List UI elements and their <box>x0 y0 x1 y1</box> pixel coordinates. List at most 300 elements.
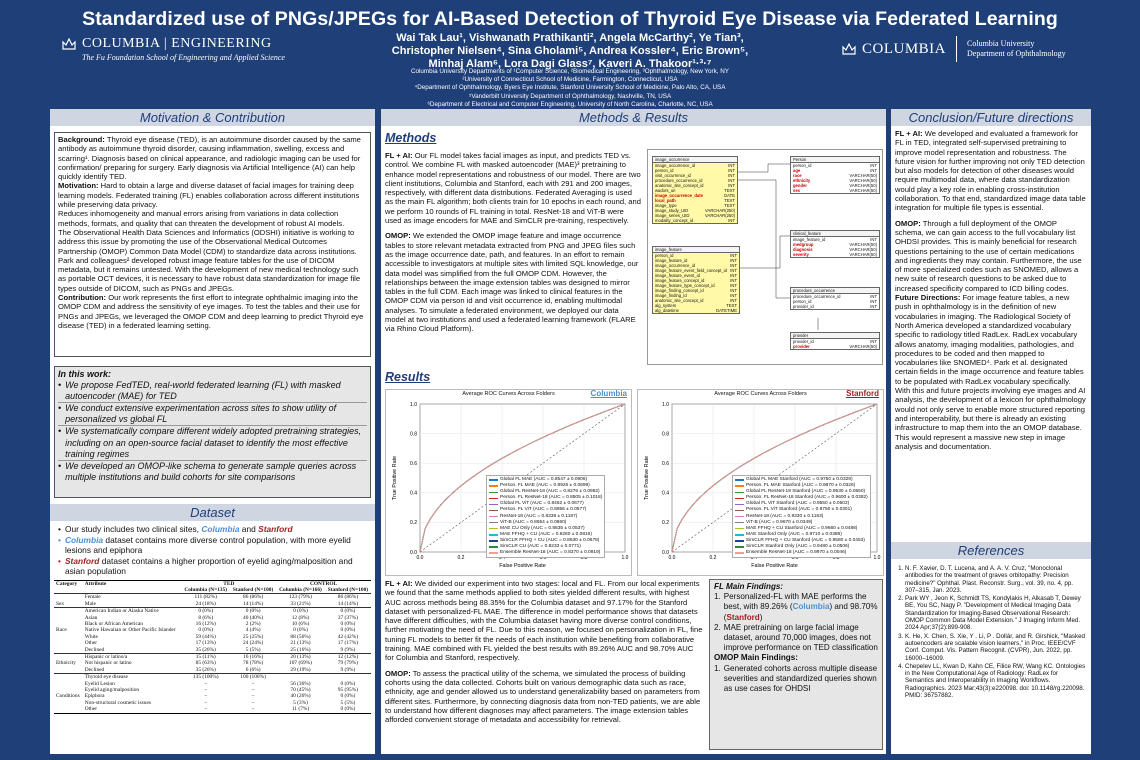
table-cell: Ethnicity <box>56 660 76 667</box>
table-cell: 21 (13%) <box>290 640 311 647</box>
table-cell: 25 (16%) <box>290 646 311 653</box>
dataset-heading: Dataset <box>50 504 375 521</box>
logo-right-sub: Columbia University <box>967 39 1035 48</box>
table-cell: – <box>251 693 255 700</box>
table-cell: Non-structural cosmetic issues <box>84 699 151 706</box>
reference-item: 3. K. He, X. Chen, S. Xie, Y . Li, P . Dollár, and R. Girshick, "Masked autoencoders are scalable vision learners," in Proc. IEEE/CVF Conf. Comput. Vis. Pattern Recognit. (CVPR), Jun. 2022, pp. 16000–16009. <box>905 633 1087 662</box>
paragraph: Our work represents the first effort to integrate ophthalmic imaging into the OMOP CDM and address the sensitivity of eye images. To test the tables and their use for PNGs and JPEGs, we leveraged the OMOP CDM and deep learning to predict Thyroid eye disease (TED) in a federated learning setting. <box>58 293 364 330</box>
schema-field: image_study_UID VARCHAR(250) <box>655 208 735 213</box>
methods-title: Methods <box>385 131 437 145</box>
table-row <box>54 674 371 681</box>
logo-right-sub: Department of Ophthalmology <box>967 49 1066 58</box>
y-tick-label: 0.0 <box>410 549 417 556</box>
paragraph: Thyroid eye disease (TED), is an autoimmune disorder caused by the same antibody as autoimmune thyroid disorder, causing inflammation, swelling, excess and scarring¹. Diagnosis based on clinical appearance, and radiologic imaging can be used for confirmation/ preparing for surgery. Early diagnosis via Artificial Intelligence (AI) can help quickly identify TED. <box>58 135 361 182</box>
table-cell: Native Hawaiian or Other Pacific Islander <box>84 627 176 634</box>
legend-label: Person. FL MAE Stanford (AUC = 0.9870 ± 0.0326) <box>746 483 856 489</box>
logo-left-sub: The Fu Foundation School of Engineering and Applied Science <box>82 53 285 62</box>
table-cell: Race <box>56 627 67 634</box>
legend-swatch <box>735 485 744 486</box>
table-cell: Declined <box>84 666 105 673</box>
table-cell: Other <box>84 706 98 713</box>
table-cell: 5 (5%) <box>340 699 356 706</box>
legend-swatch <box>735 492 744 493</box>
col-header: Columbia (N=166) <box>279 586 322 593</box>
methods-results-heading: Methods & Results <box>381 109 886 126</box>
table-cell: 24 (24%) <box>243 640 264 647</box>
table-cell: 24 (18%) <box>195 600 216 607</box>
table-cell: 17 (13%) <box>195 640 216 647</box>
legend-swatch <box>489 510 498 511</box>
logo-right-name: COLUMBIA <box>862 40 947 57</box>
table-cell: – <box>204 680 208 687</box>
legend-swatch <box>489 492 498 493</box>
legend-label: SimCLR Stanford Only (AUC = 0.9480 ± 0.0506) <box>746 544 850 550</box>
x-tick-label: 0.2 <box>457 555 465 561</box>
schema-field: image_occurrence_id INT <box>655 263 737 268</box>
table-cell: – <box>204 693 208 700</box>
table-cell: 14 (14%) <box>337 600 358 607</box>
table-cell: 14 (14%) <box>243 600 264 607</box>
table-cell: 0 (0%) <box>340 693 356 700</box>
table-cell: 111 (82%) <box>181 594 230 601</box>
list-item: • We conduct extensive experimentation across sites to show utility of personalized vs global FL <box>58 403 367 426</box>
legend-swatch <box>489 479 498 480</box>
results-text: FL + AI: We divided our experiment into two stages: local and FL. From our local experiments we found that the same methods applied to both sites yielded different results, with highest AUC across methods being 88.35% for the Columbia dataset and 97.17% for the Stanford dataset with personalized-FL MAE. The difference in model performance shows that datasets have different difficulties, with the Columbia dataset having more diverse control conditions, further motivating the need of FL. Due to this reason, we focused on personalization in FL, fine tuning FL models to better fit the needs of each institution while benefiting from collaborative training. MAE combined with FL yielded the best results with 89.26% AUC and 98.70% AUC for Columbia and Stanford, respectively. OMOP: To assess the practical utility of the schema, we simulated the process of building cohorts using the data collected. Cohorts built on various demographic data such as race, ethnicity, age and gender allowed us to understand generalizability based on parameters from different sites. Furthermore, by connecting diagnosis data from non-TED patients, we are able to understand how different diagnoses may affect parameters. The image extension tables afforded convenient storage of metadata and accessibility for retrieval. <box>385 579 703 725</box>
schema-field: race VARCHAR(50) <box>793 173 877 178</box>
legend-swatch <box>735 522 744 523</box>
x-tick-label: 0.2 <box>709 555 717 561</box>
schema-field: alg_system TEXT <box>655 303 737 308</box>
legend-swatch <box>489 504 498 505</box>
middle-column <box>381 109 886 754</box>
table-cell: – <box>204 706 208 713</box>
schema-table-image-occurrence <box>652 156 738 224</box>
legend-label: Global FL ViT Stanford (AUC = 0.9550 ± 0.0502) <box>746 501 850 507</box>
chart-site-label: Columbia <box>590 389 627 398</box>
list-item: 2. MAE pretraining on large facial image dataset, around 70,000 images, does not improve performance on TED classification <box>714 622 878 653</box>
table-cell: – <box>251 687 255 693</box>
table-cell: Not hispanic or latino <box>84 660 132 667</box>
table-cell: 86 (86%) <box>230 594 276 601</box>
schema-field: image_finding_concept_id INT <box>655 288 737 293</box>
legend-swatch <box>489 552 498 553</box>
reference-item: 2. Park WY , Jeon K, Schmidt TS, Kondylakis H, Alkasab T, Dewey BE, You SC, Nagy P. "Development of Medical Imaging Data Standardization for Imaging-Based Observational Research: OMOP Common Data Model Extension." J Imaging Inform Med. 2024 Apr;37(2):899-908. <box>905 595 1087 631</box>
chart-title: Average ROC Curves Across Folders <box>714 391 807 397</box>
table-cell: 35 (26%) <box>195 646 216 653</box>
x-axis-label: False Positive Rate <box>499 563 546 569</box>
table-cell: 0 (0%) <box>276 608 325 615</box>
schema-table-image-feature <box>652 246 740 314</box>
table-cell: 5 (5%) <box>245 646 261 653</box>
table-cell: 5 (3%) <box>293 699 308 706</box>
legend-label: Global FL MAE Stanford (AUC = 0.9750 ± 0.0329) <box>746 477 853 482</box>
table-cell: 0 (0%) <box>230 608 276 615</box>
legend-swatch <box>489 540 498 541</box>
table-cell: Eyelid Lesion <box>84 680 115 687</box>
schema-field: severity VARCHAR(50) <box>793 252 877 257</box>
legend-item <box>735 550 868 556</box>
right-column <box>891 109 1091 754</box>
schema-field: image_feature_event_id INT <box>655 273 737 278</box>
table-cell: 42 (42%) <box>337 633 358 640</box>
x-tick-label: 1.0 <box>621 555 629 561</box>
table-cell <box>276 674 325 681</box>
table-cell: – <box>251 706 255 713</box>
legend-swatch <box>735 479 744 480</box>
table-cell: 4 (4%) <box>245 627 261 634</box>
dataset-bullets <box>50 521 375 577</box>
findings-heading: FL Main Findings: <box>714 582 784 591</box>
legend-swatch <box>735 504 744 505</box>
table-cell: Female <box>83 594 182 601</box>
table-cell: 16 (16%) <box>230 653 276 660</box>
schema-field: person_id INT <box>793 299 877 304</box>
chart-legend <box>732 475 871 558</box>
schema-field: visit_occurrence_id INT <box>655 173 735 178</box>
table-cell: 59 (44%) <box>195 633 216 640</box>
schema-field: diagnosis VARCHAR(50) <box>793 247 877 252</box>
table-cell: 6 (6%) <box>245 666 261 673</box>
schema-field: gender VARCHAR(50) <box>793 183 877 188</box>
columbia-engineering-logo <box>62 36 312 62</box>
authors-line: Christopher Nielsen⁴, Sina Gholami⁵, Andrea Kossler⁴, Eric Brown⁵, <box>391 45 749 57</box>
schema-field: modality_concept_id INT <box>655 218 735 223</box>
y-tick-label: 0.4 <box>410 490 417 497</box>
affiliation-line: Columbia University Departments of ¹Computer Science, ²Biomedical Engineering, ³Ophthalmology, New York, NY <box>410 68 729 75</box>
table-cell <box>325 674 371 681</box>
schema-field: procedure_occurrence_id INT <box>655 178 735 183</box>
crown-icon <box>62 38 76 50</box>
poster-header <box>0 0 1140 108</box>
legend-label: Global FL MAE (AUC = 0.8547 ± 0.0906) <box>500 477 588 482</box>
legend-label: Global FL ViT (AUC = 0.8462 ± 0.0677) <box>500 501 584 507</box>
table-cell: Conditions <box>56 693 80 700</box>
list-item: • We propose FedTED, real-world federated learning (FL) with masked autoencoder (MAE) for TED <box>58 380 367 403</box>
list-item: • Stanford dataset contains a higher proportion of eyelid aging/malposition and asian population <box>58 555 353 576</box>
schema-field: provider_id INT <box>793 304 877 309</box>
legend-label: SimCLR FFHQ + CU Stanford (AUC = 0.9580 ± 0.0453) <box>746 537 865 543</box>
this-work-heading: In this work: <box>58 369 112 379</box>
legend-label: Person. FL ResNet-18 (AUC = 0.8505 ± 0.1018) <box>500 495 603 501</box>
affiliations <box>300 68 840 109</box>
demographics-table-wrap <box>50 577 375 714</box>
y-tick-label: 0.0 <box>662 549 669 556</box>
legend-swatch <box>735 516 744 517</box>
reference-item: 4. Chepelev LL, Kwan D, Kahn CE, Filice RW, Wang KC. Ontologies in the New Computational Age of Radiology: RadLex for Semantics and Interoperability in Imaging Workflows. Radiographics. 2023 Mar;43(3):e220098. doi: 10.1148/rg.220098. PMID: 36757882. <box>905 663 1087 699</box>
table-cell: Epiphora <box>84 693 105 700</box>
label: Background: <box>58 135 105 144</box>
y-tick-label: 0.6 <box>410 461 417 467</box>
legend-swatch <box>489 522 498 523</box>
col-header: Category <box>56 580 78 587</box>
demographics-table <box>54 580 371 714</box>
table-cell: 12 (12%) <box>325 653 371 660</box>
col-header: CONTROL <box>309 580 338 587</box>
label: Motivation: <box>58 181 99 191</box>
schema-field: image_feature_id INT <box>793 237 877 242</box>
table-cell: 8 (6%) <box>198 614 214 621</box>
table-cell: Declined <box>84 646 105 653</box>
table-cell: – <box>204 687 208 693</box>
legend-label: SimCLR FFHQ + CU (AUC = 0.8630 ± 0.0678) <box>500 537 600 543</box>
table-cell: 37 (37%) <box>337 614 358 621</box>
table-cell: 11 (7%) <box>291 706 310 713</box>
table-cell <box>54 706 83 713</box>
references-heading: References <box>891 542 1091 559</box>
legend-swatch <box>489 485 498 486</box>
table-cell: 29 (19%) <box>290 666 311 673</box>
col-header: Columbia (N=135) <box>184 586 228 593</box>
legend-swatch <box>735 534 744 535</box>
schema-field: local_path TEXT <box>655 198 735 203</box>
y-tick-label: 0.2 <box>410 520 417 527</box>
legend-label: Person. FL MAE (AUC = 0.8926 ± 0.0699) <box>500 483 590 489</box>
table-cell: 20 (13%) <box>276 653 325 660</box>
this-work-box <box>54 366 371 498</box>
schema-table-person <box>790 156 880 194</box>
x-axis-label: False Positive Rate <box>751 563 798 569</box>
table-cell: – <box>251 699 255 706</box>
paragraph: Park and colleagues² developed robust image feature tables for the use of DICOM metadata, but it remains untested. With the development of new medical technology such as portable OCT devices, it is necessary to have robust data standardization for image file types outside of DICOM, such as PNGs and JPEGs. <box>58 255 361 293</box>
table-cell: Thyroid eye disease <box>83 674 182 681</box>
y-tick-label: 0.8 <box>662 431 669 438</box>
legend-swatch <box>489 546 498 547</box>
conclusion-heading: Conclusion/Future directions <box>891 109 1091 126</box>
legend-label: Global FL ResNet-18 Stanford (AUC = 0.9530 ± 0.0550) <box>746 489 866 495</box>
table-cell <box>54 667 83 674</box>
paragraph: The Observational Health Data Sciences and Informatics (ODSHI) initiative is working to address this issue by promoting the use of the Observational Medical Outcomes Partnership (OMOP) Common Data Model (CDM) to standardize data across institutions. <box>58 227 357 256</box>
table-cell: 40 (26%) <box>290 693 311 700</box>
list-item: • We developed an OMOP-like schema to generate sample queries across multiple institutions and build cohorts for site comparisons <box>58 460 357 482</box>
table-cell: 56 (36%) <box>290 680 311 687</box>
y-tick-label: 0.4 <box>662 490 669 497</box>
legend-label: ResNet-18 (AUC = 0.9330 ± 0.1183) <box>746 513 824 519</box>
y-axis-label: True Positive Rate <box>392 455 398 501</box>
legend-label: MAE FFHQ + CU Stanford (AUC = 0.9660 ± 0.0488) <box>746 525 858 531</box>
affiliation-line: ²University of Connecticut School of Medicine, Farmington, Connecticut, USA <box>462 76 678 84</box>
table-row <box>54 608 371 615</box>
roc-chart-columbia <box>385 389 632 576</box>
methods-text: FL + AI: Our FL model takes facial images as input, and predicts TED vs. control. We combine FL with masked autoencoder (MAE)³ pretraining to enhance model representations and robustness of our model. There are two client institutions, Columbia and Stanford, each with 291 and 200 images, respectively, with different data distributions. Federated Averaging is used as the main FL algorithm; both clients train for 10 epochs in each round, and we perform 10 rounds of FL training in total. ResNet-18 and ViT-B were used as image encoders for MAE and SimCLR pre-training, respectively. OMOP: We extended the OMOP image feature and image occurrence tables to store relevant metadata extracted from PNG and JPEG files such as the image occurrence date, path, and features. In an effort to remain accessible to investigators at multiple sites with limited SQL knowledge, our data model was simplified from the full OMOP CDM. However, the relationships between the image extension tables was designed to mirror tables in the full CDM. Each image was linked to clinical features in the OMOP CDM via person id and visit occurrence id, enabling multimodal analyses. To simulate a federated environment, we deployed our data model at two institutions and used a federated learning framework (FLARE via Rhino Cloud Platform). <box>385 151 641 334</box>
y-tick-label: 1.0 <box>410 401 417 408</box>
table-cell: Other <box>84 640 98 647</box>
table-cell: 17 (17%) <box>337 640 358 647</box>
table-cell: 40 (40%) <box>243 614 264 621</box>
table-cell: 2 (2%) <box>245 620 261 627</box>
col-header: TED <box>223 580 235 587</box>
schema-table-procedure-occurrence <box>790 287 880 310</box>
table-cell: 0 (0%) <box>340 627 356 634</box>
schema-field: anatomic_site_concept_id INT <box>655 183 735 188</box>
legend-swatch <box>735 528 744 529</box>
table-cell: – <box>251 680 255 687</box>
table-row <box>54 667 371 674</box>
table-cell <box>54 594 83 601</box>
schema-field: alg_datetime DATETIME <box>655 308 737 313</box>
demographics-table-body <box>54 594 371 713</box>
legend-label: ResNet-18 (AUC = 0.8338 ± 0.1187) <box>500 513 578 519</box>
table-cell: 88 (56%) <box>290 633 311 640</box>
schema-field: provider_id INT <box>793 339 877 344</box>
columbia-ophthalmology-logo <box>842 36 1082 62</box>
references-list <box>891 559 1091 699</box>
authors-line: Minhaj Alam⁶, Lora Dagi Glass⁷, Kaveri A. Thakoor¹·³·⁷ <box>428 58 712 70</box>
table-cell: 15 (11%) <box>181 653 230 660</box>
table-cell: 95 (95%) <box>337 687 358 693</box>
table-cell: 0 (0%) <box>340 680 356 687</box>
schema-field: image_finding_id INT <box>655 293 737 298</box>
legend-swatch <box>735 510 744 511</box>
reference-item: 1. N. F. Xavier, D. T. Lucena, and A. A. V. Cruz, "Monoclonal antibodies for the treatment of graves orbitopathy: Precision medicine?" Ophthal. Plast. Reconstr. Surg., vol. 39, no. 4, pp. 307–315, Jan. 2023. <box>905 565 1087 594</box>
authors-line: Wai Tak Lau¹, Vishwanath Prathikanti², Angela McCarthy², Ye Tian³, <box>396 32 744 44</box>
schema-field: image_feature_id INT <box>655 258 737 263</box>
table-cell: 25 (25%) <box>243 633 264 640</box>
col-header: Attribute <box>84 580 107 587</box>
legend-label: Person. FL ViT (AUC = 0.8856 ± 0.0577) <box>500 507 587 513</box>
table-cell <box>54 674 83 681</box>
table-cell: 10 (6%) <box>291 620 310 627</box>
table-cell: 85 (63%) <box>195 660 216 667</box>
y-tick-label: 0.6 <box>662 461 669 467</box>
x-tick-label: 1.0 <box>873 555 881 561</box>
authors <box>300 32 840 71</box>
schema-table-clinical-feature <box>790 230 880 258</box>
table-cell: 0 (0%) <box>198 627 214 634</box>
schema-table-title: image_feature <box>653 247 739 253</box>
motivation-box <box>54 132 371 357</box>
table-cell: 70 (45%) <box>290 687 311 693</box>
y-tick-label: 0.2 <box>662 520 669 527</box>
omop-schema-diagram <box>647 149 883 365</box>
schema-table-title: Person <box>791 157 879 163</box>
legend-swatch <box>489 516 498 517</box>
schema-field: sex VARCHAR(50) <box>793 188 877 193</box>
table-row <box>54 647 371 654</box>
table-cell: 35 (26%) <box>195 666 216 673</box>
legend-swatch <box>735 546 744 547</box>
table-cell: 135 (100%) <box>181 674 230 681</box>
table-cell: Asian <box>84 614 98 621</box>
poster-title: Standardized use of PNGs/JPEGs for AI-Based Detection of Thyroid Eye Disease via Federated Learning <box>82 8 1058 30</box>
table-cell: 9 (9%) <box>340 646 356 653</box>
legend-swatch <box>489 528 498 529</box>
table-cell: 100 (100%) <box>230 674 276 681</box>
table-cell: 0 (0%) <box>340 706 356 713</box>
affiliation-line: ⁵Vanderbilt University Department of Ophthalmology, Nashville, TN, USA <box>468 92 672 100</box>
table-cell: Male <box>84 600 96 607</box>
schema-field: anatomic_site_concept_id INT <box>655 298 737 303</box>
schema-field: person_id INT <box>793 163 877 168</box>
paragraph: Reduces inhomogeneity and manual errors arising from variations in data collection methods, formats, and quality that can threaten the development of robust AI models. <box>58 209 345 228</box>
motivation-heading: Motivation & Contribution <box>50 109 375 126</box>
table-cell: 16 (12%) <box>195 620 216 627</box>
table-cell: 33 (21%) <box>290 600 311 607</box>
table-cell: 0 (0%) <box>325 608 371 615</box>
table-cell: 86 (86%) <box>325 594 371 601</box>
table-cell: 107 (69%) <box>289 660 312 667</box>
schema-field: image_feature_concept_id INT <box>655 278 737 283</box>
legend-label: Person. FL ResNet-18 Stanford (AUC = 0.9600 ± 0.0382) <box>746 495 868 501</box>
schema-field: ethnicity VARCHAR(50) <box>793 178 877 183</box>
table-cell: 0 (0%) <box>181 608 230 615</box>
table-row <box>54 601 371 608</box>
chart-site-label: Stanford <box>846 389 879 398</box>
schema-table-title: image_occurrence <box>653 157 737 163</box>
x-tick-label: 0.0 <box>416 555 424 561</box>
legend-swatch <box>735 552 744 553</box>
schema-table-title: provider <box>791 333 879 339</box>
schema-field: wadors_uri TEXT <box>655 188 735 193</box>
table-cell: 79 (79%) <box>337 660 358 667</box>
table-cell: 12 (8%) <box>291 614 310 621</box>
main-findings-box <box>709 579 883 750</box>
table-cell: 9 (9%) <box>340 666 356 673</box>
legend-label: ViT-B (AUC = 0.8654 ± 0.0860) <box>500 519 567 525</box>
table-cell: – <box>204 699 208 706</box>
schema-table-title: procedure_occurrence <box>791 288 879 294</box>
schema-field: age INT <box>793 168 877 173</box>
list-item: • We systematically compare different widely adopted pretraining strategies, including on an open-source facial dataset to identify the most effective training regimes <box>58 426 367 460</box>
table-cell: Eyelid aging/malposition <box>84 687 140 693</box>
legend-label: Person. FL ViT Stanford (AUC = 0.9750 ± 0.0301) <box>746 507 852 513</box>
table-cell <box>54 608 83 615</box>
schema-table-title: clinical_feature <box>791 231 879 237</box>
schema-field: image_feature_event_field_concept_id INT <box>655 268 737 273</box>
legend-swatch <box>489 534 498 535</box>
logo-divider <box>956 36 957 62</box>
affiliation-line: ⁶Department of Electrical and Computer Engineering, University of North Carolina, Charlotte, NC, USA <box>427 100 713 108</box>
logo-left-name: COLUMBIA | ENGINEERING <box>82 36 272 51</box>
x-tick-label: 0.0 <box>668 555 676 561</box>
table-row <box>54 706 371 713</box>
legend-item <box>489 550 602 556</box>
legend-swatch <box>735 540 744 541</box>
affiliation-line: ⁴Department of Ophthalmology, Byers Eye Institute, Stanford University School of Medicine, Palo Alto, CA, USA <box>414 84 726 92</box>
schema-field: image_feature_type_concept_id INT <box>655 283 737 288</box>
y-axis-label: True Positive Rate <box>644 455 650 501</box>
chart-title: Average ROC Curves Across Folders <box>462 391 555 397</box>
schema-table-provider <box>790 332 880 350</box>
crown-icon <box>842 43 856 55</box>
y-tick-label: 0.8 <box>410 431 417 438</box>
label: Contribution: <box>58 293 107 303</box>
schema-field: image_type TEXT <box>655 203 735 208</box>
table-cell: Black or African American <box>84 620 143 627</box>
y-tick-label: 1.0 <box>662 401 669 408</box>
table-cell: 0 (0%) <box>293 627 308 634</box>
schema-field: person_id INT <box>655 168 735 173</box>
schema-field: image_series_UID VARCHAR(250) <box>655 213 735 218</box>
table-row <box>54 594 371 601</box>
list-item: • Columbia dataset contains more diverse control population, with more eyelid lesions and epiphora <box>58 534 351 555</box>
table-cell: Hispanic or latino/a <box>83 653 182 660</box>
legend-label: Ensemble ResNet-18 (AUC = 0.8370 ± 0.0919) <box>500 550 601 556</box>
findings-heading: OMOP Main Findings: <box>714 653 798 663</box>
legend-label: SimCLR CU (AUC = 0.8233 ± 0.0771) <box>500 544 581 550</box>
table-cell: 78 (78%) <box>243 660 264 667</box>
legend-label: MAE Stanford Only (AUC = 0.9710 ± 0.0388) <box>746 531 842 537</box>
legend-swatch <box>489 498 498 499</box>
left-column <box>50 109 375 754</box>
legend-label: Ensemble ResNet-18 (AUC = 0.9970 ± 0.0046) <box>746 550 847 556</box>
schema-field: medgroup VARCHAR(50) <box>793 242 877 247</box>
results-title: Results <box>385 370 431 384</box>
schema-field: person_id INT <box>655 253 737 258</box>
list-item: 1. Personalized-FL with MAE performs the best, with 89.26% (Columbia) and 98.70% (Stanford) <box>714 592 878 622</box>
list-item: 1. Generated cohorts across multiple disease severities and standardized queries shown as use cases for OHDSI <box>714 663 878 694</box>
schema-field: image_occurrence_date DATE <box>655 193 735 198</box>
col-header: Stanford (N=100) <box>327 586 369 593</box>
